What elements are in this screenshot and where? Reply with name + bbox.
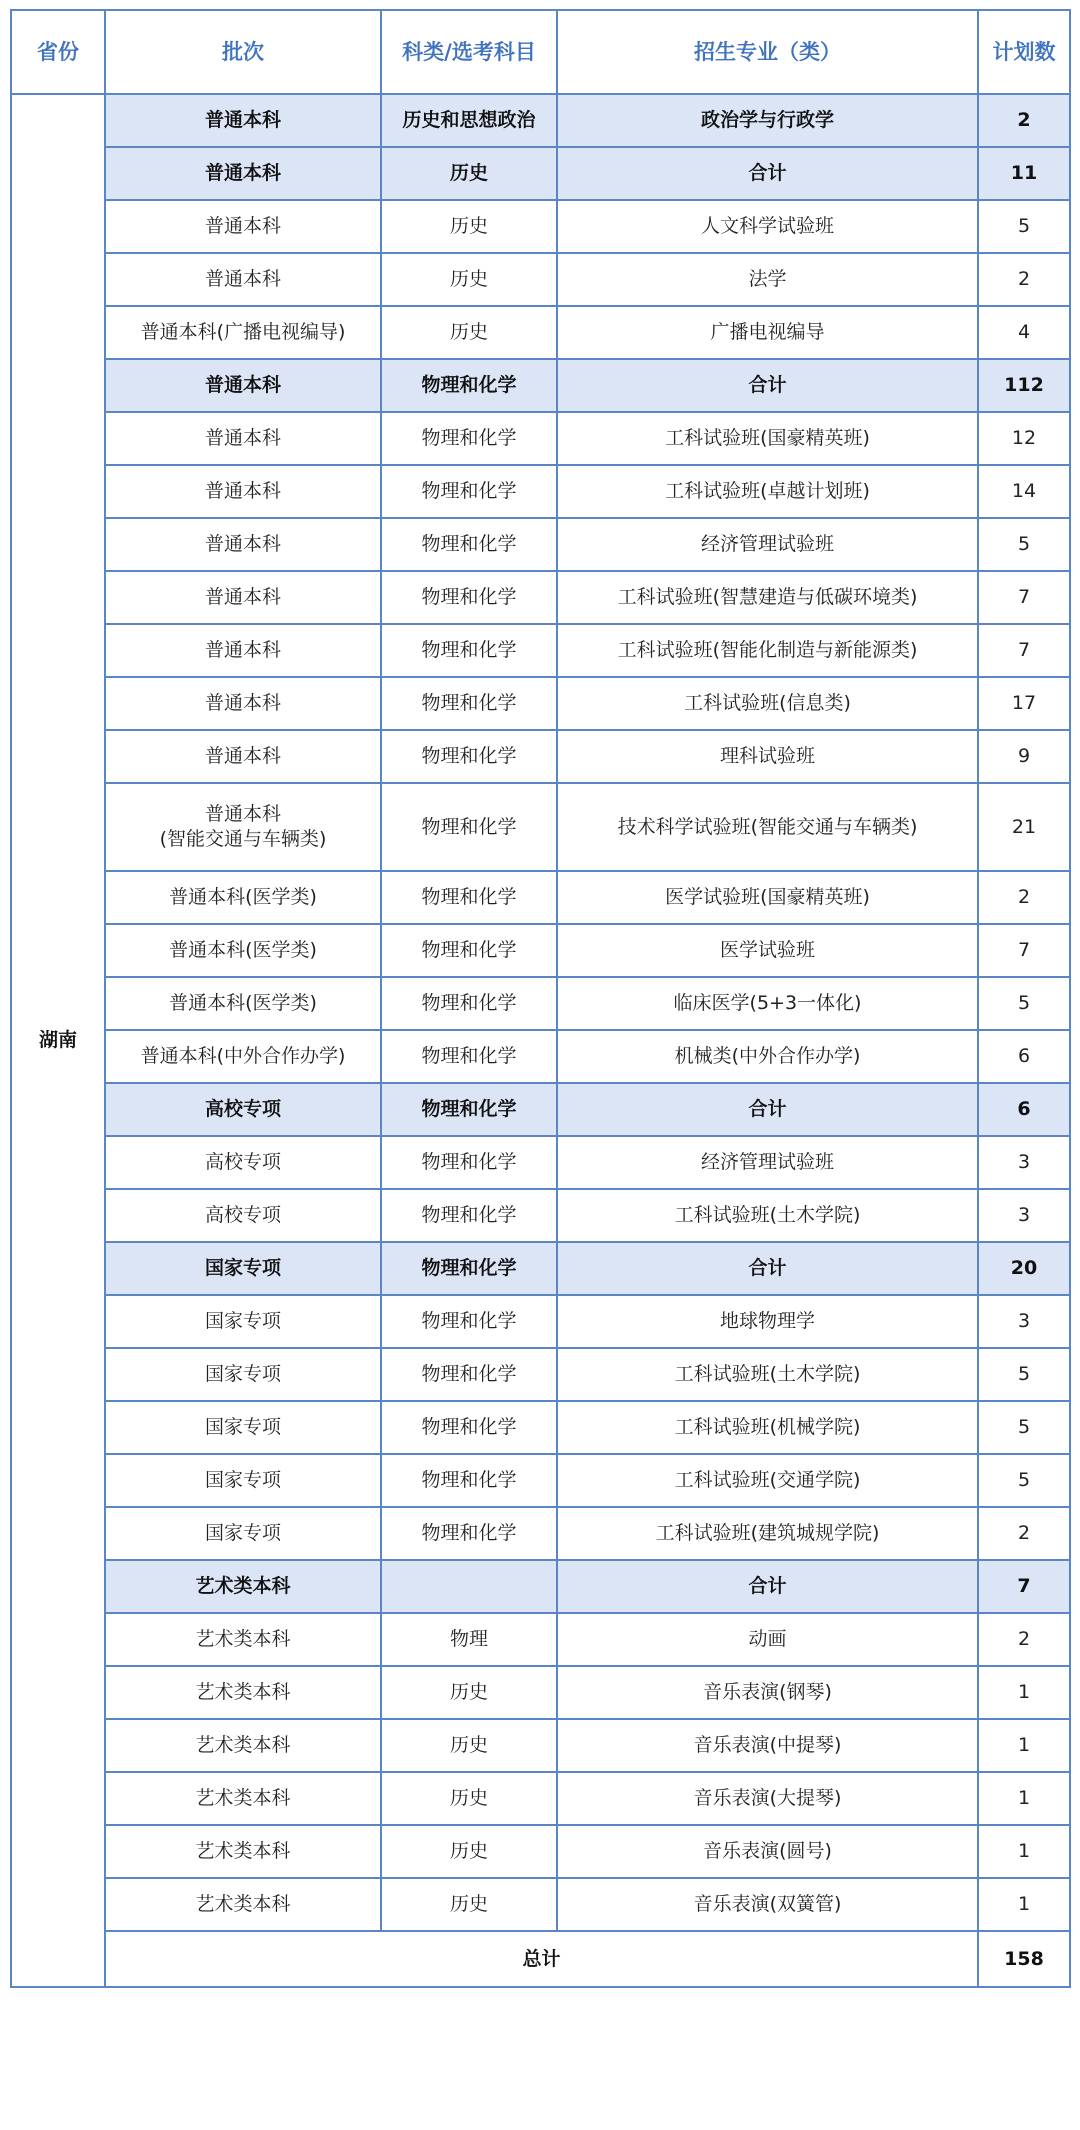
subject-cell: 物理和化学 xyxy=(381,730,557,783)
plan-count-cell: 1 xyxy=(978,1878,1070,1931)
major-cell: 理科试验班 xyxy=(557,730,978,783)
batch-line-detail: (智能交通与车辆类) xyxy=(159,828,327,850)
table-row xyxy=(11,253,1070,306)
header-subject: 科类/选考科目 xyxy=(381,10,557,94)
subject-cell: 物理和化学 xyxy=(381,1030,557,1083)
major-cell: 经济管理试验班 xyxy=(557,518,978,571)
major-cell: 工科试验班(智能化制造与新能源类) xyxy=(557,624,978,677)
subject-cell: 物理和化学 xyxy=(381,1189,557,1242)
table-row xyxy=(11,1666,1070,1719)
batch-cell: 普通本科 xyxy=(105,677,381,730)
major-cell: 音乐表演(双簧管) xyxy=(557,1878,978,1931)
table-header-row xyxy=(11,10,1070,94)
major-cell: 机械类(中外合作办学) xyxy=(557,1030,978,1083)
subject-cell: 物理和化学 xyxy=(381,571,557,624)
batch-cell: 普通本科(中外合作办学) xyxy=(105,1030,381,1083)
table-row xyxy=(11,977,1070,1030)
batch-cell: 高校专项 xyxy=(105,1189,381,1242)
batch-cell: 普通本科 xyxy=(105,571,381,624)
plan-count-cell: 1 xyxy=(978,1719,1070,1772)
table-row xyxy=(11,730,1070,783)
plan-count-cell: 3 xyxy=(978,1295,1070,1348)
subject-cell: 物理和化学 xyxy=(381,871,557,924)
major-cell: 技术科学试验班(智能交通与车辆类) xyxy=(557,783,978,871)
enrollment-plan-table-wrapper xyxy=(10,9,1071,1988)
batch-cell: 普通本科 xyxy=(105,518,381,571)
grand-total-label: 总计 xyxy=(105,1931,978,1987)
header-province: 省份 xyxy=(11,10,105,94)
subject-cell xyxy=(381,1560,557,1613)
plan-count-cell: 2 xyxy=(978,1507,1070,1560)
subject-cell: 历史 xyxy=(381,147,557,200)
subtotal-row xyxy=(11,1560,1070,1613)
plan-count-cell: 6 xyxy=(978,1030,1070,1083)
plan-count-cell: 5 xyxy=(978,977,1070,1030)
major-cell: 音乐表演(圆号) xyxy=(557,1825,978,1878)
major-cell: 临床医学(5+3一体化) xyxy=(557,977,978,1030)
subject-cell: 物理和化学 xyxy=(381,1136,557,1189)
table-row xyxy=(11,1189,1070,1242)
batch-line: 普通本科 xyxy=(204,803,281,825)
batch-cell: 艺术类本科 xyxy=(105,1560,381,1613)
plan-count-cell: 112 xyxy=(978,359,1070,412)
plan-count-cell: 7 xyxy=(978,624,1070,677)
major-cell: 工科试验班(建筑城规学院) xyxy=(557,1507,978,1560)
batch-cell: 国家专项 xyxy=(105,1295,381,1348)
major-cell: 工科试验班(信息类) xyxy=(557,677,978,730)
plan-count-cell: 9 xyxy=(978,730,1070,783)
major-cell: 地球物理学 xyxy=(557,1295,978,1348)
major-cell: 工科试验班(卓越计划班) xyxy=(557,465,978,518)
plan-count-cell: 20 xyxy=(978,1242,1070,1295)
batch-cell: 普通本科 xyxy=(105,730,381,783)
subject-cell: 物理和化学 xyxy=(381,412,557,465)
subject-cell: 历史和思想政治 xyxy=(381,94,557,147)
table-row xyxy=(11,924,1070,977)
table-row xyxy=(11,1719,1070,1772)
subject-cell: 物理和化学 xyxy=(381,1401,557,1454)
table-row xyxy=(11,465,1070,518)
subject-cell: 物理和化学 xyxy=(381,977,557,1030)
batch-cell: 艺术类本科 xyxy=(105,1719,381,1772)
batch-cell: 高校专项 xyxy=(105,1136,381,1189)
subject-cell: 物理和化学 xyxy=(381,677,557,730)
subject-cell: 历史 xyxy=(381,306,557,359)
table-row xyxy=(11,200,1070,253)
batch-cell: 国家专项 xyxy=(105,1242,381,1295)
major-cell: 工科试验班(机械学院) xyxy=(557,1401,978,1454)
plan-count-cell: 14 xyxy=(978,465,1070,518)
table-row xyxy=(11,412,1070,465)
plan-count-cell: 6 xyxy=(978,1083,1070,1136)
batch-cell: 普通本科 xyxy=(105,465,381,518)
major-cell: 医学试验班 xyxy=(557,924,978,977)
table-row xyxy=(11,518,1070,571)
table-row xyxy=(11,1772,1070,1825)
batch-cell: 普通本科 xyxy=(105,253,381,306)
plan-count-cell: 3 xyxy=(978,1136,1070,1189)
subject-cell: 物理和化学 xyxy=(381,1454,557,1507)
table-row xyxy=(11,1295,1070,1348)
subject-cell: 历史 xyxy=(381,1825,557,1878)
subject-cell: 历史 xyxy=(381,1666,557,1719)
table-row xyxy=(11,1401,1070,1454)
major-cell: 合计 xyxy=(557,147,978,200)
subtotal-row xyxy=(11,1242,1070,1295)
batch-cell: 普通本科(医学类) xyxy=(105,924,381,977)
plan-count-cell: 5 xyxy=(978,200,1070,253)
batch-cell: 普通本科(医学类) xyxy=(105,977,381,1030)
table-row xyxy=(11,1613,1070,1666)
plan-count-cell: 2 xyxy=(978,253,1070,306)
batch-cell: 艺术类本科 xyxy=(105,1613,381,1666)
table-row xyxy=(11,624,1070,677)
subject-cell: 物理和化学 xyxy=(381,1295,557,1348)
major-cell: 工科试验班(国豪精英班) xyxy=(557,412,978,465)
table-row xyxy=(11,1136,1070,1189)
subject-cell: 物理和化学 xyxy=(381,1507,557,1560)
plan-count-cell: 7 xyxy=(978,924,1070,977)
header-major: 招生专业（类） xyxy=(557,10,978,94)
province-cell: 湖南 xyxy=(11,94,105,1987)
batch-cell: 普通本科(广播电视编导) xyxy=(105,306,381,359)
table-row xyxy=(11,677,1070,730)
grand-total-value: 158 xyxy=(978,1931,1070,1987)
table-row xyxy=(11,571,1070,624)
subtotal-row xyxy=(11,1083,1070,1136)
subject-cell: 物理和化学 xyxy=(381,518,557,571)
plan-count-cell: 5 xyxy=(978,1401,1070,1454)
batch-cell: 国家专项 xyxy=(105,1454,381,1507)
major-cell: 合计 xyxy=(557,1560,978,1613)
batch-cell: 普通本科(医学类) xyxy=(105,871,381,924)
plan-count-cell: 1 xyxy=(978,1825,1070,1878)
subject-cell: 物理和化学 xyxy=(381,465,557,518)
plan-count-cell: 17 xyxy=(978,677,1070,730)
plan-count-cell: 11 xyxy=(978,147,1070,200)
batch-cell: 普通本科 xyxy=(105,200,381,253)
major-cell: 经济管理试验班 xyxy=(557,1136,978,1189)
enrollment-plan-table xyxy=(10,9,1071,1988)
plan-count-cell: 7 xyxy=(978,1560,1070,1613)
table-row xyxy=(11,783,1070,871)
table-row xyxy=(11,1454,1070,1507)
table-row xyxy=(11,1825,1070,1878)
subject-cell: 历史 xyxy=(381,1772,557,1825)
batch-cell: 艺术类本科 xyxy=(105,1825,381,1878)
plan-count-cell: 4 xyxy=(978,306,1070,359)
table-row xyxy=(11,1348,1070,1401)
plan-count-cell: 2 xyxy=(978,94,1070,147)
batch-cell: 国家专项 xyxy=(105,1401,381,1454)
major-cell: 政治学与行政学 xyxy=(557,94,978,147)
subject-cell: 物理和化学 xyxy=(381,783,557,871)
subject-cell: 物理和化学 xyxy=(381,1083,557,1136)
table-row xyxy=(11,1030,1070,1083)
subject-cell: 历史 xyxy=(381,1878,557,1931)
plan-count-cell: 5 xyxy=(978,1454,1070,1507)
major-cell: 工科试验班(土木学院) xyxy=(557,1348,978,1401)
major-cell: 合计 xyxy=(557,359,978,412)
table-row xyxy=(11,1878,1070,1931)
batch-cell: 艺术类本科 xyxy=(105,1666,381,1719)
major-cell: 音乐表演(钢琴) xyxy=(557,1666,978,1719)
major-cell: 医学试验班(国豪精英班) xyxy=(557,871,978,924)
batch-cell: 艺术类本科 xyxy=(105,1878,381,1931)
major-cell: 人文科学试验班 xyxy=(557,200,978,253)
table-body xyxy=(11,94,1070,1987)
subject-cell: 历史 xyxy=(381,200,557,253)
major-cell: 合计 xyxy=(557,1242,978,1295)
plan-count-cell: 7 xyxy=(978,571,1070,624)
major-cell: 动画 xyxy=(557,1613,978,1666)
plan-count-cell: 5 xyxy=(978,1348,1070,1401)
batch-cell: 普通本科 xyxy=(105,624,381,677)
plan-count-cell: 1 xyxy=(978,1666,1070,1719)
table-row xyxy=(11,871,1070,924)
subtotal-row xyxy=(11,94,1070,147)
batch-cell: 普通本科 xyxy=(105,359,381,412)
major-cell: 工科试验班(交通学院) xyxy=(557,1454,978,1507)
subtotal-row xyxy=(11,359,1070,412)
subject-cell: 历史 xyxy=(381,253,557,306)
subject-cell: 物理和化学 xyxy=(381,359,557,412)
header-plan: 计划数 xyxy=(978,10,1070,94)
subject-cell: 物理和化学 xyxy=(381,1242,557,1295)
batch-cell: 普通本科 xyxy=(105,147,381,200)
batch-cell: 国家专项 xyxy=(105,1507,381,1560)
subject-cell: 物理和化学 xyxy=(381,1348,557,1401)
plan-count-cell: 21 xyxy=(978,783,1070,871)
plan-count-cell: 3 xyxy=(978,1189,1070,1242)
batch-cell xyxy=(105,783,381,871)
major-cell: 合计 xyxy=(557,1083,978,1136)
plan-count-cell: 1 xyxy=(978,1772,1070,1825)
subject-cell: 物理和化学 xyxy=(381,624,557,677)
major-cell: 音乐表演(大提琴) xyxy=(557,1772,978,1825)
header-batch: 批次 xyxy=(105,10,381,94)
plan-count-cell: 2 xyxy=(978,871,1070,924)
plan-count-cell: 12 xyxy=(978,412,1070,465)
plan-count-cell: 2 xyxy=(978,1613,1070,1666)
major-cell: 工科试验班(土木学院) xyxy=(557,1189,978,1242)
batch-cell: 艺术类本科 xyxy=(105,1772,381,1825)
subject-cell: 物理和化学 xyxy=(381,924,557,977)
batch-cell: 普通本科 xyxy=(105,94,381,147)
major-cell: 音乐表演(中提琴) xyxy=(557,1719,978,1772)
batch-cell: 国家专项 xyxy=(105,1348,381,1401)
subtotal-row xyxy=(11,147,1070,200)
major-cell: 广播电视编导 xyxy=(557,306,978,359)
batch-cell: 高校专项 xyxy=(105,1083,381,1136)
grand-total-row xyxy=(11,1931,1070,1987)
plan-count-cell: 5 xyxy=(978,518,1070,571)
subject-cell: 历史 xyxy=(381,1719,557,1772)
table-row xyxy=(11,1507,1070,1560)
major-cell: 工科试验班(智慧建造与低碳环境类) xyxy=(557,571,978,624)
batch-cell: 普通本科 xyxy=(105,412,381,465)
table-row xyxy=(11,306,1070,359)
subject-cell: 物理 xyxy=(381,1613,557,1666)
major-cell: 法学 xyxy=(557,253,978,306)
